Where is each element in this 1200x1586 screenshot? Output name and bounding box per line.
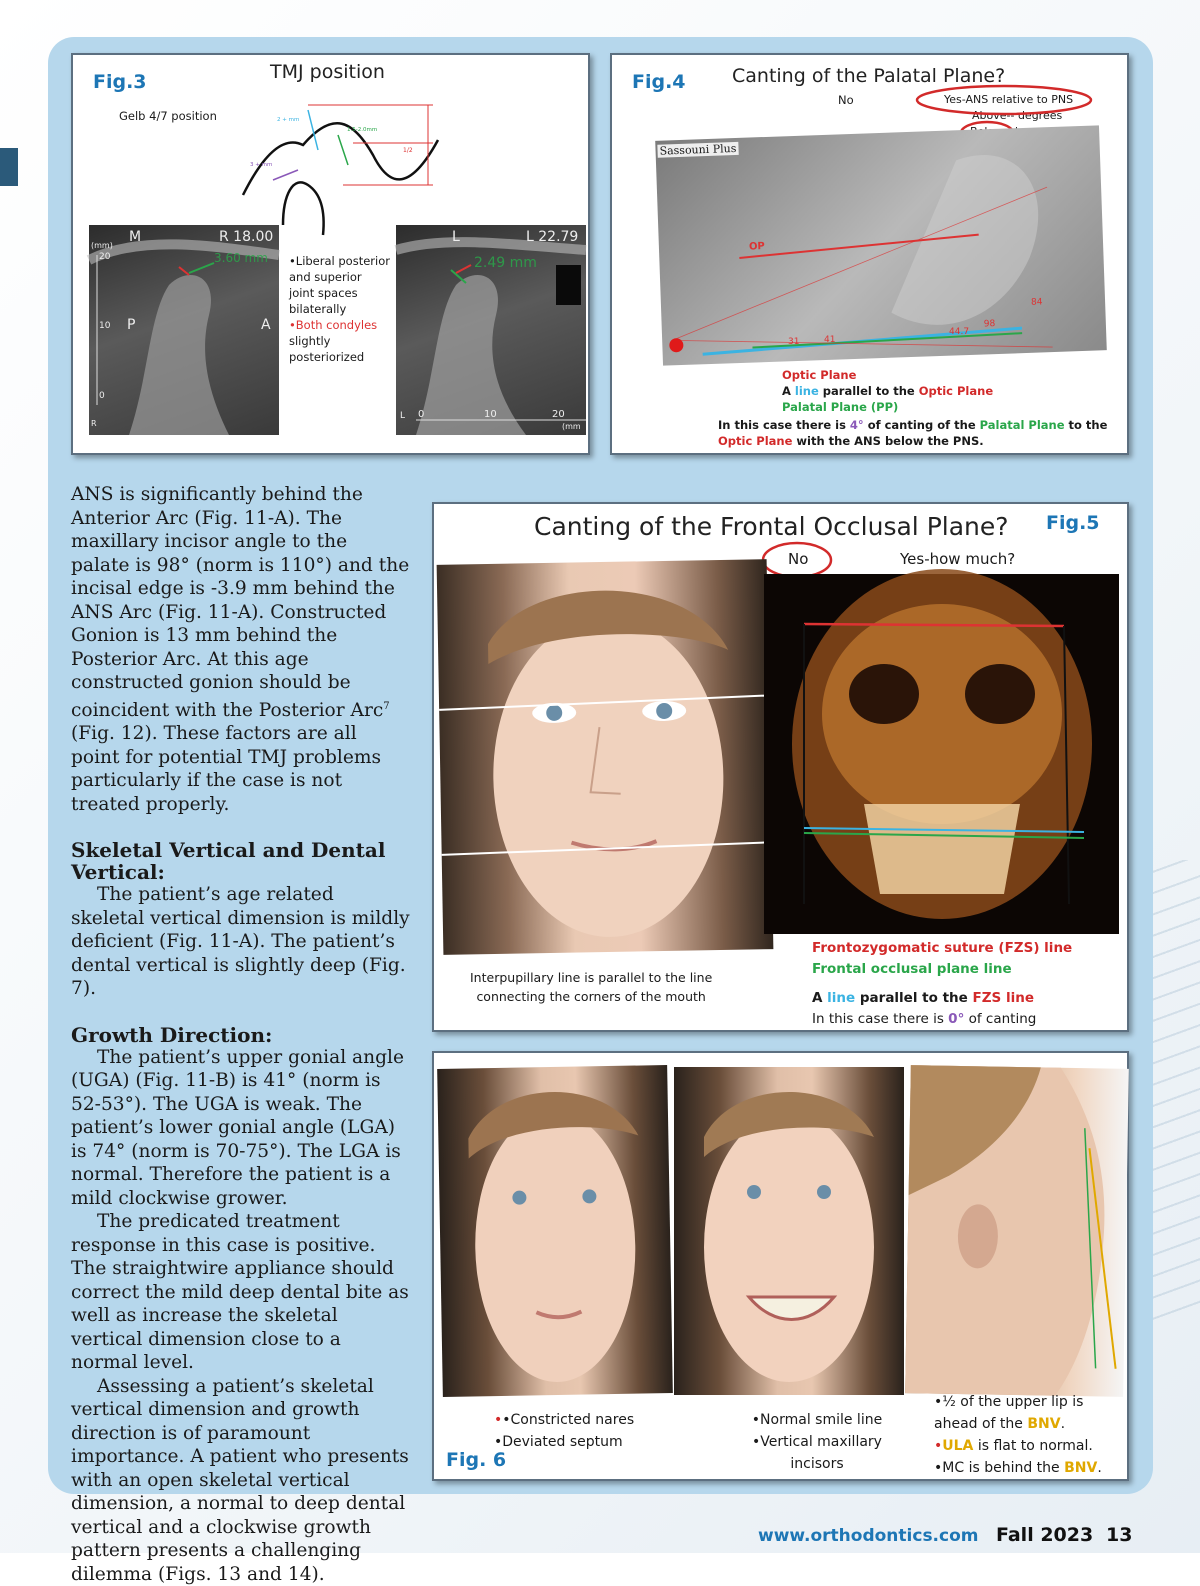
ceph-n447: 44.7 — [949, 327, 970, 337]
side-tab-marker — [0, 148, 18, 186]
tmj-diagram — [223, 95, 443, 245]
ceph-n31: 31 — [788, 337, 800, 347]
fig6-bnv-1: BNV — [1027, 1416, 1061, 1432]
fig4-legend — [782, 367, 993, 415]
leg-pp: Palatal Plane (PP) — [782, 400, 899, 414]
fig5-case — [812, 1009, 1072, 1030]
fig6-mid-2: •Vertical maxillary — [752, 1434, 882, 1450]
fig6-dot-2: . — [1097, 1460, 1102, 1476]
case-line2 — [718, 433, 1118, 449]
ct-right-l: L — [452, 229, 460, 245]
ct-left-mm: (mm) — [91, 241, 113, 250]
para1-end: (Fig. 12). These factors are all point for potential TMJ problems particularly if the case is not treated properly. — [71, 723, 382, 815]
note-5: •Both condyles — [289, 318, 378, 332]
footer-page-number: 13 — [1106, 1524, 1133, 1546]
fig5-legend — [812, 938, 1072, 1030]
fig6-bnv-2: BNV — [1064, 1460, 1098, 1476]
figure-5 — [432, 502, 1129, 1032]
fig6-photo-frontal — [437, 1065, 673, 1397]
fig5-no: No — [788, 550, 809, 568]
ceph-sassouni: Sassouni Plus — [659, 141, 737, 158]
fig3-notes — [289, 253, 399, 365]
fig3-title: TMJ position — [270, 61, 385, 83]
para1-text: ANS is significantly behind the Anterior Arc (Fig. 11-A). The maxillary incisor angle to the palate is 98° (norm is 110°) and the incisal edge is -3.9 mm behind the ANS Arc (Fig. 11-A). Constructed Gonion is 13 mm behind the Posterior Arc. At this age constructed gonion should be coincident with the Posterior Arc — [71, 484, 410, 721]
fig6-dot-1: . — [1060, 1416, 1066, 1432]
fig5-3d-skull — [764, 574, 1119, 934]
note-1: •Liberal posterior — [289, 254, 390, 268]
fig6-left-bullet-1: • — [494, 1412, 503, 1428]
ct-left-t10: 10 — [99, 321, 111, 331]
fig4-title: Canting of the Palatal Plane? — [732, 65, 1006, 87]
fig4-no: No — [838, 93, 854, 107]
ceph-n41: 41 — [824, 335, 836, 345]
fig5-deg: 0° — [948, 1011, 965, 1027]
ct-left-p: P — [127, 317, 136, 333]
leg-line: line — [794, 384, 819, 398]
fig4-yes: Yes-ANS relative to PNS — [944, 93, 1074, 106]
ct-left-measure: 3.60 mm — [214, 251, 268, 265]
fig6-right-2 — [934, 1435, 1102, 1457]
footer-url[interactable]: www.orthodontics.com — [758, 1526, 979, 1546]
ct-left-t20: 20 — [99, 252, 111, 262]
ct-left-t0: 0 — [99, 391, 105, 401]
case-3: to the — [1064, 418, 1108, 432]
case-pp: Palatal Plane — [979, 418, 1065, 432]
footer-issue: Fall 2023 — [996, 1524, 1094, 1546]
note-3: joint spaces — [289, 286, 358, 300]
leg-fop: Frontal occlusal plane line — [812, 961, 1012, 977]
cephalogram — [655, 125, 1107, 365]
paragraph-1 — [71, 483, 411, 816]
heading-growth-direction: Growth Direction: — [71, 1022, 273, 1047]
paragraph-3: The patient’s upper gonial angle (UGA) (Fig. 11-B) is 41° (norm is 52-53°). The UGA is weak. The patient’s lower gonial angle (LGA) is 74° (norm is 70-75°). The LGA is normal. Therefore the patient is a mild clockwise grower. — [71, 1046, 404, 1209]
case-deg: 4° — [849, 418, 864, 432]
paragraph-2: The patient’s age related skeletal vertical dimension is mildly deficient (Fig. 11-A). The patient’s dental vertical is slightly deep (Fig. 7). — [71, 884, 410, 1000]
fig6-label: Fig. 6 — [446, 1449, 507, 1471]
heading-skeletal-vertical: Skeletal Vertical and Dental Vertical: — [71, 838, 386, 885]
fig3-label: Fig.3 — [93, 71, 147, 93]
fig6-photo-profile — [905, 1065, 1129, 1397]
fig3-gelb-label: Gelb 4/7 position — [119, 109, 217, 123]
figure-6 — [432, 1051, 1129, 1481]
fig3-dim-b: 1.5-2.0mm — [347, 127, 378, 133]
fig5-title: Canting of the Frontal Occlusal Plane? — [534, 512, 1009, 541]
fig3-dim-a: 2 + mm — [277, 117, 300, 123]
fig6-mid-3: incisors — [790, 1456, 844, 1472]
fig6-right-1b — [934, 1413, 1102, 1435]
body-text-column — [71, 483, 411, 1586]
ct-left-r: R 18.00 — [219, 229, 274, 245]
case-line1 — [718, 417, 1118, 433]
ceph-n98: 98 — [983, 319, 996, 330]
fig6-right-3-text: •MC is behind the — [934, 1460, 1065, 1476]
fig3-dim-c: 3 + mm — [250, 162, 273, 168]
note-2: and superior — [289, 270, 362, 284]
note-7: posteriorized — [289, 350, 365, 364]
caption-left-2: connecting the corners of the mouth — [476, 989, 706, 1004]
ct-left-r-corner: R — [91, 419, 97, 428]
case-1: In this case there is — [718, 418, 850, 432]
fig4-case-text — [718, 417, 1118, 449]
ct-right-measure: 2.49 mm — [474, 255, 537, 271]
fig6-right-3 — [934, 1457, 1102, 1479]
fig6-right-1b-text: ahead of the — [934, 1416, 1028, 1432]
ceph-n84: 84 — [1030, 297, 1043, 308]
fig5-case2: of canting — [964, 1011, 1037, 1027]
fig5-yes: Yes-how much? — [900, 550, 1016, 568]
fig6-left-1 — [494, 1409, 634, 1431]
fig5-fzs2: FZS line — [972, 990, 1034, 1006]
figure-3 — [71, 53, 590, 455]
leg-optic2: Optic Plane — [918, 384, 994, 398]
leg-line-row — [782, 383, 993, 399]
ct-right-x20: 20 — [552, 409, 565, 420]
ct-right-x10: 10 — [484, 409, 497, 420]
fig5-face-photo — [437, 559, 774, 955]
ct-left-m: M — [129, 229, 142, 245]
ct-right-l-corner: L — [400, 411, 406, 421]
fig4-label: Fig.4 — [632, 71, 686, 93]
ct-left-a: A — [261, 317, 271, 333]
fig6-right-1a: •½ of the upper lip is — [934, 1394, 1084, 1410]
fig6-right-2-text: is flat to normal. — [973, 1438, 1093, 1454]
ct-right-mm: (mm — [562, 422, 581, 431]
note-6: slightly — [289, 334, 331, 348]
fig5-line: line — [827, 990, 856, 1006]
fig5-caption-left — [470, 968, 712, 1006]
leg-a: A — [782, 384, 795, 398]
ceph-op: OP — [748, 241, 766, 253]
fig6-caption-mid — [732, 1409, 902, 1475]
fig4-above: Above-- degrees — [972, 109, 1063, 122]
paragraph-4: The predicated treatment response in this case is positive. The straightwire appliance should correct the mild deep dental bite as well as increase the skeletal vertical dimension close to a normal level. — [71, 1211, 409, 1374]
fig5-parallel: parallel to the — [855, 990, 973, 1006]
ct-right-lval: L 22.79 — [526, 229, 579, 245]
fig6-caption-right — [934, 1391, 1102, 1479]
ct-right-x0: 0 — [418, 409, 425, 420]
paragraph-5: Assessing a patient’s skeletal vertical dimension and growth direction is of paramount importance. A patient who presents with an open skeletal vertical dimension, a normal to deep dental vertical and a clockwise growth pattern presents a challenging dilemma (Figs. 13 and 14). — [71, 1375, 409, 1585]
caption-left-1: Interpupillary line is parallel to the line — [470, 970, 713, 985]
para1-sup: 7 — [383, 700, 390, 712]
fig6-photo-smile — [674, 1067, 904, 1395]
fig5-label: Fig.5 — [1046, 512, 1100, 534]
figure-4 — [610, 53, 1129, 455]
leg-fzs: Frontozygomatic suture (FZS) line — [812, 940, 1073, 956]
leg-optic: Optic Plane — [782, 368, 857, 382]
fig6-left-2: •Deviated septum — [494, 1434, 623, 1450]
case-2: of canting of the — [863, 418, 980, 432]
case-op: Optic Plane — [718, 434, 793, 448]
fig3-dim-d: 1/2 — [403, 147, 413, 154]
fig6-bullet-2: • — [934, 1438, 943, 1454]
note-4: bilaterally — [289, 302, 347, 316]
fig6-ula: ULA — [942, 1438, 974, 1454]
fig5-a: A — [812, 990, 828, 1006]
fig5-case1: In this case there is — [812, 1011, 949, 1027]
fig6-caption-left — [494, 1409, 634, 1453]
case-4: with the ANS below the PNS. — [792, 434, 984, 448]
leg-parallel: parallel to the — [818, 384, 919, 398]
fig3-ct-right — [396, 225, 586, 435]
leg-a-line — [812, 988, 1072, 1009]
fig6-left-text-1: •Constricted nares — [502, 1412, 635, 1428]
fig3-ct-left — [89, 225, 279, 435]
fig6-mid-1: •Normal smile line — [751, 1412, 883, 1428]
